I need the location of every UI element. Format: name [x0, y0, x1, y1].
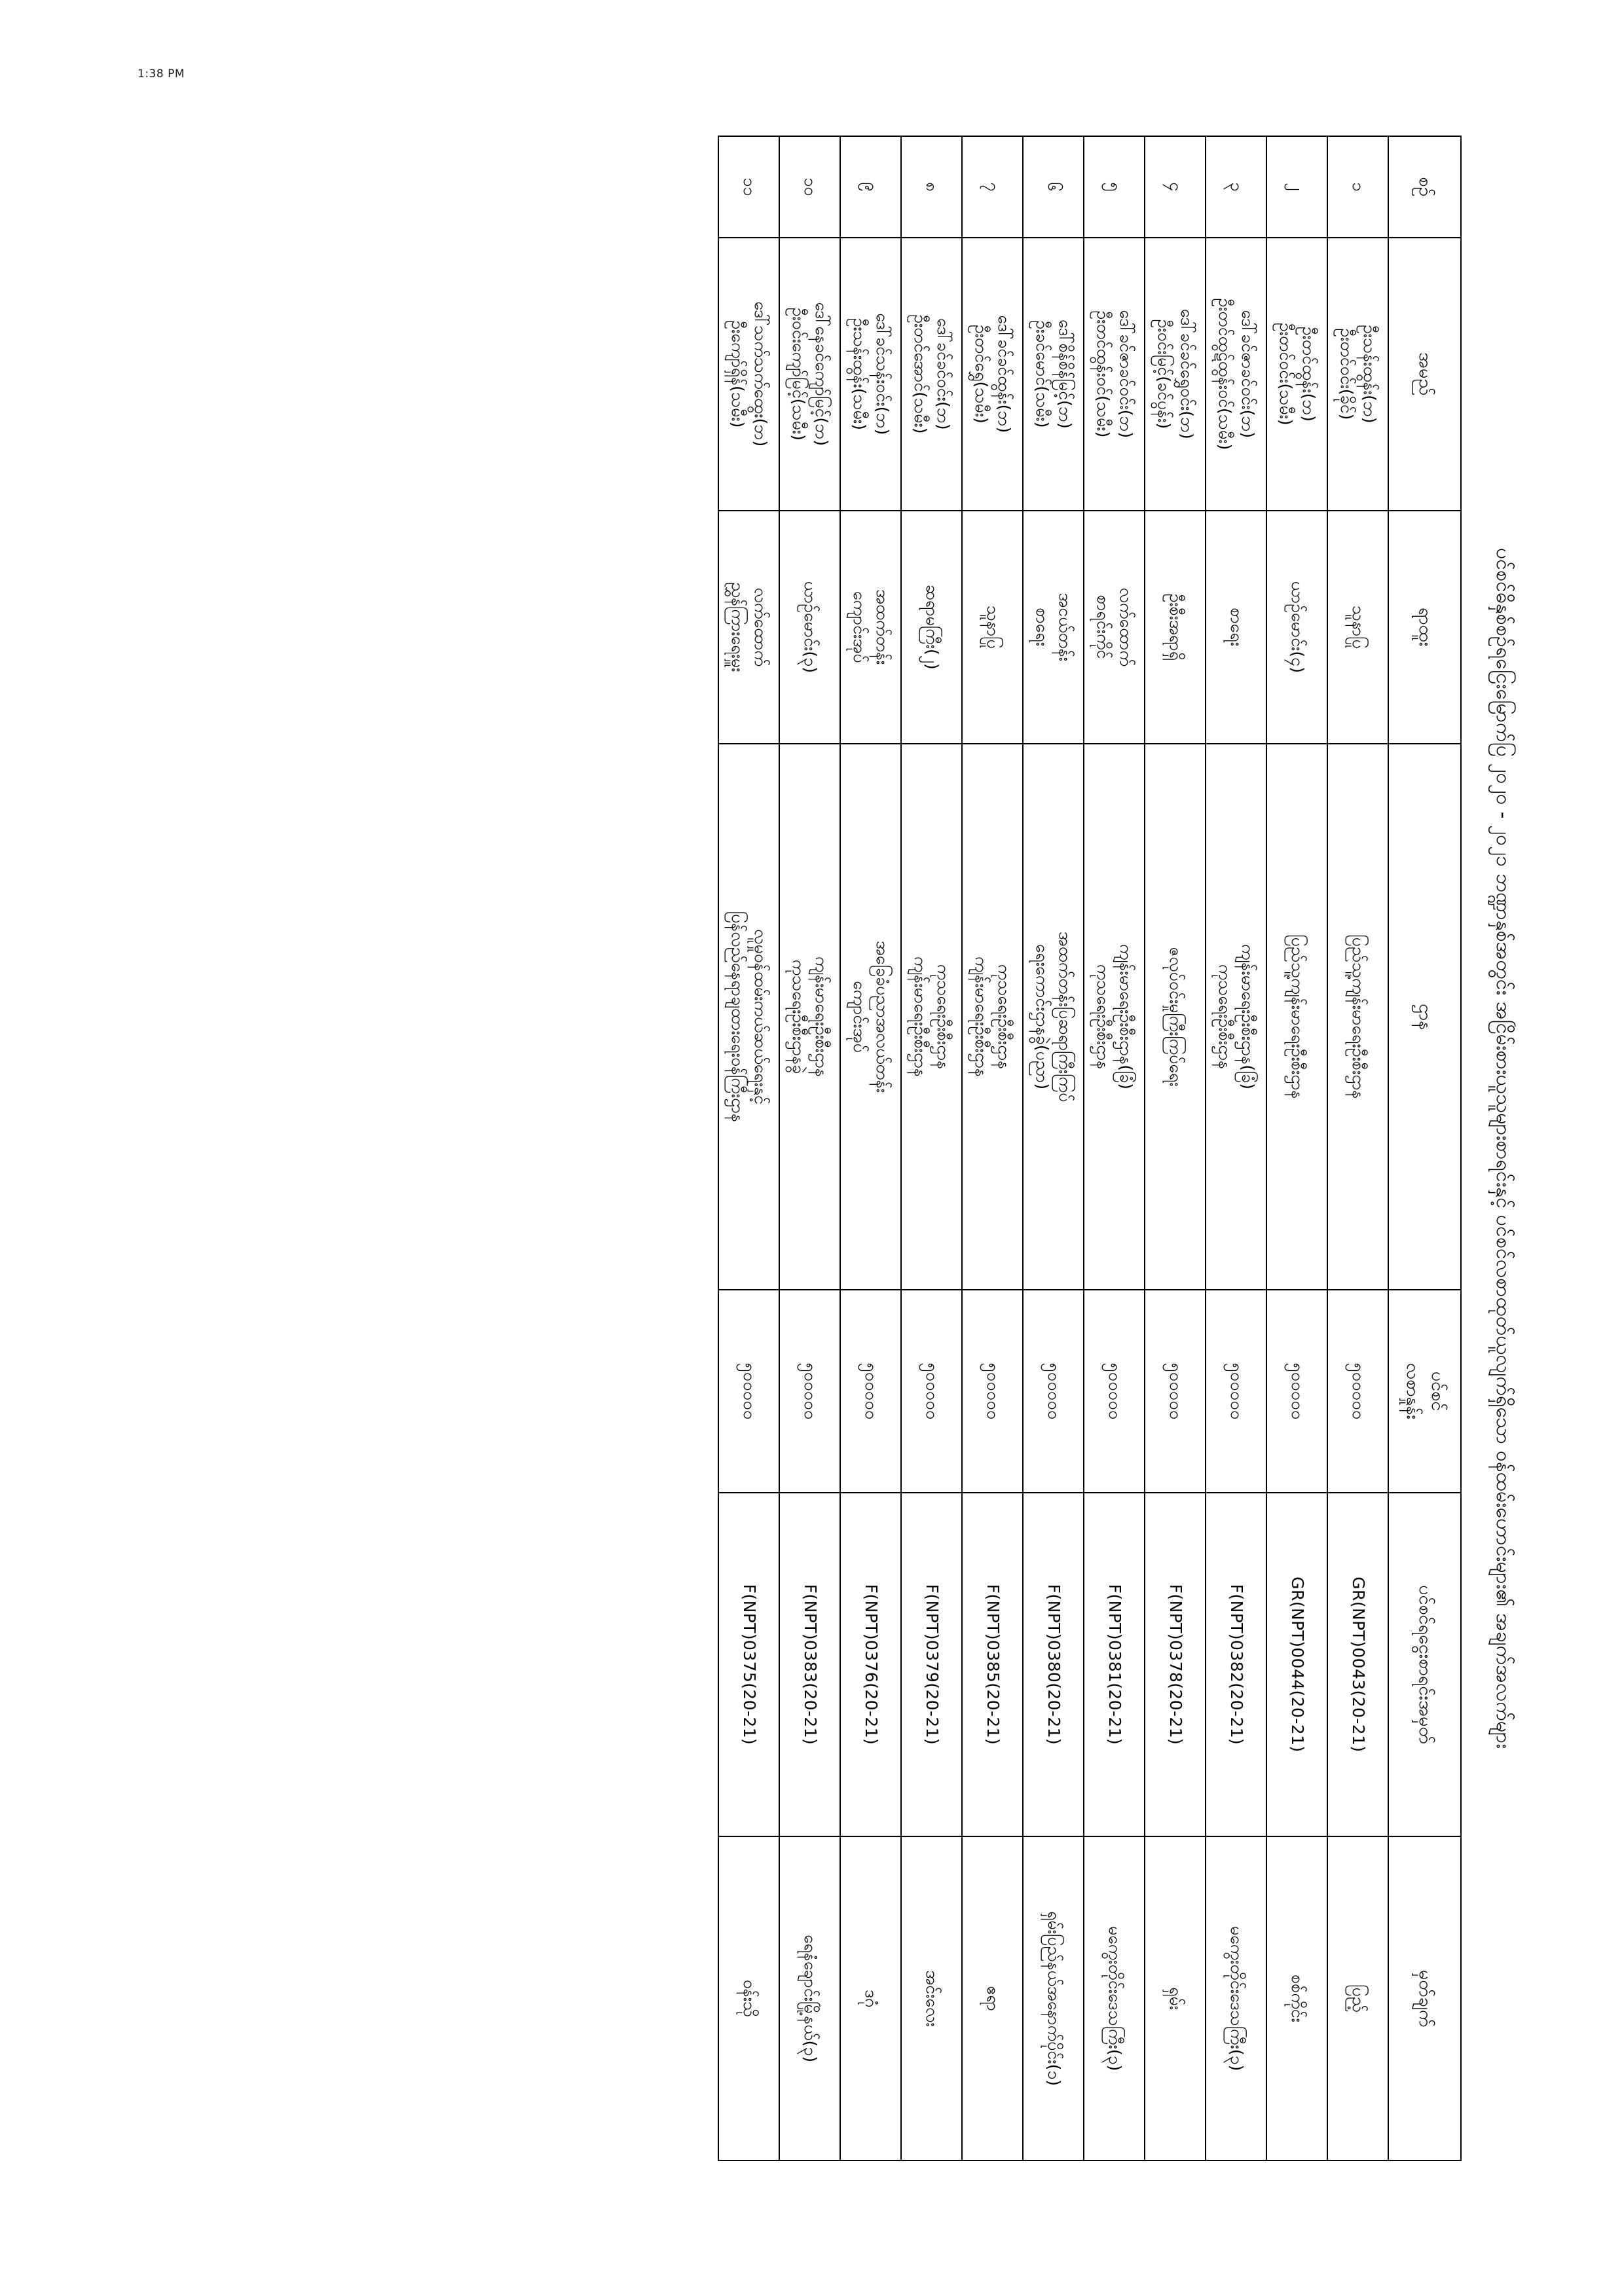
cell-amount: ၅၀၀၀၀၀: [1023, 1290, 1084, 1492]
cell-amount: ၅၀၀၀၀၀: [718, 1290, 779, 1492]
cell-name: ဒေါ်ခင်ဇာခင်ဝင်း(ဘ) ဦးတင်ထွဋ်ထွန်းဝင်(သမီး): [1206, 237, 1266, 510]
footer-timestamp: 1:38 PM: [138, 67, 185, 81]
cell-rank: သူနာပြု: [1327, 511, 1388, 744]
column-header-amount: ပင်စင် လစာနှုန်း: [1388, 1290, 1461, 1492]
cell-remark: စစ်ကိုင်း: [1266, 1836, 1327, 2160]
cell-account: F(NPT)0376(20-21): [840, 1492, 901, 1836]
cell-account: F(NPT)0383(20-21): [779, 1492, 840, 1836]
cell-amount: ၅၀၀၀၀၀: [1266, 1290, 1327, 1492]
column-header-account: ပင်စင်ရငွေးစာရင်းအမှတ်: [1388, 1492, 1461, 1836]
cell-name: ဦးသန်းထွန်း(ဘ) ဦးတင်ဝင်း(ခိုင်): [1327, 237, 1388, 510]
table-row: [1266, 136, 1327, 2160]
column-header-name: အမည်: [1388, 237, 1461, 510]
cell-amount: ၅၀၀၀၀၀: [1327, 1290, 1388, 1492]
cell-dept: ကုသရေးဦးစီးဌာန ကျန်းမာရေးဦးစီးဌာန: [901, 743, 962, 1290]
cell-remark: ဧရာ: [962, 1836, 1023, 2160]
column-header-rank: ရာထူး: [1388, 511, 1461, 744]
cell-rank: အထက်တန်း ကျောင်းအုပ်: [840, 511, 901, 744]
cell-no: ၁: [1327, 136, 1388, 238]
table-row: [1327, 136, 1388, 2160]
cell-name: ဒေါ်ခင်သန်းဝင်း(ဘ) ဦးသန်းထွန်း(သမီး): [840, 237, 901, 510]
cell-rank: လက်ထောက် ညွှန်ကြားရေးမှူး: [718, 511, 779, 744]
table-row: [1023, 136, 1084, 2160]
table-row: [962, 136, 1023, 2160]
table-body: [718, 136, 1388, 2160]
column-header-remark: မှတ်ချက်: [1388, 1836, 1461, 2160]
cell-rank: စာရေး: [1206, 511, 1266, 744]
cell-name: ဒေါ်နေခင်ကျော်မြင့်(ဘ) ဦးဝင်းကျော်မြင့်(သမီး): [779, 237, 840, 510]
table-row: [718, 136, 779, 2160]
cell-rank: သူနာပြု: [962, 511, 1023, 744]
cell-name: ဦးတင်ထွန်း(ဘ) ဦးတင်ဝင်း(သမီး): [1266, 237, 1327, 510]
table-header-row: [1388, 136, 1461, 2160]
cell-name: ဒေါ်ခင်ဇာခင်ဝင်း(ဘ) ဦးတင်ထွန်းဝင်(သမီး): [1084, 237, 1145, 510]
cell-account: F(NPT)0381(20-21): [1084, 1492, 1145, 1836]
cell-amount: ၅၀၀၀၀၀: [962, 1290, 1023, 1492]
cell-remark: မကွေးတိုင်းဒေသကြီး(၃): [1206, 1836, 1266, 2160]
cell-dept: လူမှုဝန်ထမ်းကယ်ဆယ်ရေးနှင့် ပြန်လည်နေရာချထားရေးဝန်ကြီးဌာန: [718, 743, 779, 1290]
cell-dept: အခြေခံပညာအလယ်တန်း ကျောင်းအုပ်: [840, 743, 901, 1290]
cell-remark: ဒဂုံ: [840, 1836, 901, 2160]
cell-remark: အင်းလေး: [901, 1836, 962, 2160]
cell-account: F(NPT)0375(20-21): [718, 1492, 779, 1836]
cell-amount: ၅၀၀၀၀၀: [1145, 1290, 1206, 1492]
cell-amount: ၅၀၀၀၀၀: [901, 1290, 962, 1492]
cell-rank: ယာဉ်မောင်း(၄): [1266, 511, 1327, 744]
cell-no: ၇: [962, 136, 1023, 238]
cell-no: ၈: [901, 136, 962, 238]
page-title: ပင်စင်ဓိနှစ်စဉ်ရငြေးမြောက်ပြ ၂၀၂၀ - ၂၀၂၁ ဘဏ္ဍာနှစ်အတွင်း အငြိမ်းစားယူသူများစာရင်းနှင့် ပင်စင်လစာထုတ်ယူလျက်ရှိသော ဝန်ထမ်းဟောင်းများ၏ အချက်အလက်များ: [1492, 547, 1515, 1749]
cell-amount: ၅၀၀၀၀၀: [1084, 1290, 1145, 1492]
cell-no: ၁၁: [718, 136, 779, 238]
cell-dept: အထက်တန်းပြဆရာကြီးကြပ် ရေးကောင်းဌာနခွဲ(ပညာ): [1023, 743, 1084, 1290]
cell-name: ဒေါ်သက်သက်ထွေး(ဘ) ဦးကျော်ရှိန်(သမီး): [718, 237, 779, 510]
cell-dept: ပြည်သူ့ကျန်းမာရေးဦးစီးဌာန: [1266, 743, 1327, 1290]
cell-dept: ကျန်းမာရေးဦးစီးဌာန(ခြံ) ကုသရေးဦးစီးဌာန: [1084, 743, 1145, 1290]
cell-remark: မကွေးတိုင်းဒေသကြီး(၃): [1084, 1836, 1145, 2160]
cell-name: ဒေါ်ခင်ခင်ရွှေဝင်း(ဘ) ဦးဝင်းမြင့်(ခင်ပွန်း): [1145, 237, 1206, 510]
cell-rank: လက်ထောက် စာရင်းကိုင်: [1084, 511, 1145, 744]
table-row: [1145, 136, 1206, 2160]
cell-dept: ကျန်းမာရေးဦးစီးဌာန ကုသရေးဦးစီးဌာနခွဲ: [779, 743, 840, 1290]
cell-remark: ရှမ်းပြည်နယ်အနောက်ပိုင်း(၁): [1023, 1836, 1084, 2160]
table-row: [901, 136, 962, 2160]
cell-remark: ရှမ်း: [1145, 1836, 1206, 2160]
cell-account: F(NPT)0385(20-21): [962, 1492, 1023, 1836]
cell-amount: ၅၀၀၀၀၀: [840, 1290, 901, 1492]
cell-rank: ဆရာမကြီး(၂): [901, 511, 962, 744]
cell-no: ၃: [1206, 136, 1266, 238]
cell-remark: ဝန်းသို: [718, 1836, 779, 2160]
cell-name: ဒေါ်စိန်စိန်မြင့်(ဘ) ဦးခင်မောင်(သမီး): [1023, 237, 1084, 510]
cell-account: F(NPT)0378(20-21): [1145, 1492, 1206, 1836]
pension-table-wrapper: [718, 136, 1462, 2161]
cell-remark: ရေနံချောင်းမြို့နယ်(၃): [779, 1836, 840, 2160]
cell-no: ၆: [1023, 136, 1084, 238]
cell-dept: ဇလုပ်ဝင်းမှုကြီးကြပ်ရေး: [1145, 743, 1206, 1290]
cell-name: ဒေါ်ခင်ခင်ထွန်း(ဘ) ဦးတင်ရွှေ(သမီး): [962, 237, 1023, 510]
cell-dept: ကျန်းမာရေးဦးစီးဌာန(ခြံ) ကုသရေးဦးစီးဌာန: [1206, 743, 1266, 1290]
cell-name: ဒေါ်ခင်ခင်ဝင်း(ဘ) ဦးတင်အောင်(သမီး): [901, 237, 962, 510]
cell-rank: ဦးစီးအရာရှိ: [1145, 511, 1206, 744]
pension-table: [718, 136, 1462, 2161]
cell-account: F(NPT)0380(20-21): [1023, 1492, 1084, 1836]
cell-rank: ယာဉ်မောင်း(၃): [779, 511, 840, 744]
cell-no: ၄: [1145, 136, 1206, 238]
table-row: [1206, 136, 1266, 2160]
column-header-dept: ဌာန: [1388, 743, 1461, 1290]
table-row: [1084, 136, 1145, 2160]
cell-rank: အငယ်တန်း စာရေး: [1023, 511, 1084, 744]
table-row: [779, 136, 840, 2160]
cell-no: ၉: [840, 136, 901, 238]
cell-dept: ကုသရေးဦးစီးဌာန ကျန်းမာရေးဦးစီးဌာန: [962, 743, 1023, 1290]
cell-remark: ပြည့်: [1327, 1836, 1388, 2160]
cell-account: F(NPT)0382(20-21): [1206, 1492, 1266, 1836]
cell-account: GR(NPT)0043(20-21): [1327, 1492, 1388, 1836]
cell-account: GR(NPT)0044(20-21): [1266, 1492, 1327, 1836]
table-row: [840, 136, 901, 2160]
cell-amount: ၅၀၀၀၀၀: [1206, 1290, 1266, 1492]
scanned-sheet: [46, 58, 1578, 2238]
column-header-no: စဉ်: [1388, 136, 1461, 238]
cell-account: F(NPT)0379(20-21): [901, 1492, 962, 1836]
cell-no: ၁၀: [779, 136, 840, 238]
cell-no: ၂: [1266, 136, 1327, 238]
cell-dept: ပြည်သူ့ကျန်းမာရေးဦးစီးဌာန: [1327, 743, 1388, 1290]
cell-no: ၅: [1084, 136, 1145, 238]
cell-amount: ၅၀၀၀၀၀: [779, 1290, 840, 1492]
